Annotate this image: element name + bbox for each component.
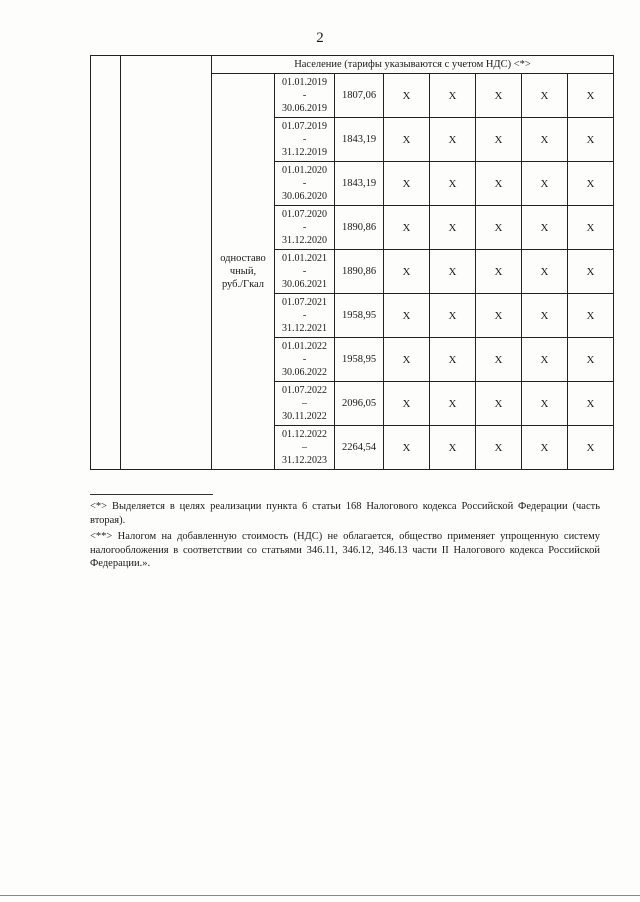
not-applicable-mark: X — [522, 338, 568, 382]
tariff-value: 2264,54 — [335, 426, 384, 470]
not-applicable-mark: X — [522, 250, 568, 294]
period-separator: – — [302, 398, 307, 409]
tariff-value: 1843,19 — [335, 118, 384, 162]
not-applicable-mark: X — [384, 206, 430, 250]
not-applicable-mark: X — [430, 426, 476, 470]
tariff-value: 2096,05 — [335, 382, 384, 426]
not-applicable-mark: X — [522, 74, 568, 118]
section-header: Население (тарифы указываются с учетом НДС) <*> — [212, 56, 614, 74]
period-separator: – — [302, 442, 307, 453]
not-applicable-mark: X — [430, 338, 476, 382]
period-cell — [275, 250, 335, 294]
not-applicable-mark: X — [568, 162, 614, 206]
not-applicable-mark: X — [384, 250, 430, 294]
not-applicable-mark: X — [476, 426, 522, 470]
period-start: 01.07.2021 — [282, 297, 327, 308]
period-cell — [275, 382, 335, 426]
period-start: 01.01.2022 — [282, 341, 327, 352]
unit-label-line: чный, — [229, 266, 257, 277]
period-start: 01.07.2019 — [282, 121, 327, 132]
tariff-value: 1843,19 — [335, 162, 384, 206]
not-applicable-mark: X — [476, 294, 522, 338]
page-bottom-edge — [0, 895, 640, 896]
period-cell — [275, 426, 335, 470]
not-applicable-mark: X — [522, 162, 568, 206]
period-start: 01.07.2022 — [282, 385, 327, 396]
unit-label — [212, 74, 275, 470]
period-separator: - — [302, 178, 307, 189]
period-end: 30.06.2020 — [282, 191, 327, 202]
tariff-table — [90, 55, 614, 470]
period-cell — [275, 294, 335, 338]
not-applicable-mark: X — [384, 382, 430, 426]
not-applicable-mark: X — [430, 162, 476, 206]
not-applicable-mark: X — [476, 250, 522, 294]
footnote-2: <**> Налогом на добавленную стоимость (НДС) не облагается, общество применяет упрощенную систему налогообложения в соответствии со статьями 346.11, 346.12, 346.13 части II Налогового кодекса Российской Федерации.». — [90, 531, 600, 569]
tariff-value: 1807,06 — [335, 74, 384, 118]
not-applicable-mark: X — [568, 118, 614, 162]
period-end: 31.12.2021 — [282, 323, 327, 334]
empty-column-2 — [121, 56, 212, 470]
period-separator: - — [302, 266, 307, 277]
not-applicable-mark: X — [384, 74, 430, 118]
not-applicable-mark: X — [430, 206, 476, 250]
period-start: 01.07.2020 — [282, 209, 327, 220]
tariff-value: 1890,86 — [335, 250, 384, 294]
period-end: 31.12.2023 — [282, 455, 327, 466]
period-end: 31.12.2020 — [282, 235, 327, 246]
not-applicable-mark: X — [568, 338, 614, 382]
period-cell — [275, 206, 335, 250]
tariff-value: 1890,86 — [335, 206, 384, 250]
period-cell — [275, 162, 335, 206]
page-number: 2 — [316, 30, 324, 46]
not-applicable-mark: X — [522, 426, 568, 470]
not-applicable-mark: X — [430, 74, 476, 118]
not-applicable-mark: X — [430, 250, 476, 294]
not-applicable-mark: X — [430, 118, 476, 162]
not-applicable-mark: X — [384, 338, 430, 382]
not-applicable-mark: X — [384, 294, 430, 338]
not-applicable-mark: X — [476, 382, 522, 426]
period-cell — [275, 338, 335, 382]
not-applicable-mark: X — [568, 206, 614, 250]
not-applicable-mark: X — [476, 74, 522, 118]
not-applicable-mark: X — [430, 294, 476, 338]
period-cell — [275, 118, 335, 162]
period-separator: - — [302, 354, 307, 365]
period-separator: - — [302, 90, 307, 101]
not-applicable-mark: X — [568, 382, 614, 426]
not-applicable-mark: X — [568, 74, 614, 118]
period-end: 30.06.2021 — [282, 279, 327, 290]
not-applicable-mark: X — [476, 206, 522, 250]
period-start: 01.01.2020 — [282, 165, 327, 176]
footnotes — [90, 500, 600, 574]
unit-label-line: одноставо — [220, 253, 266, 264]
not-applicable-mark: X — [476, 162, 522, 206]
period-start: 01.01.2021 — [282, 253, 327, 264]
not-applicable-mark: X — [568, 250, 614, 294]
not-applicable-mark: X — [568, 426, 614, 470]
not-applicable-mark: X — [522, 294, 568, 338]
not-applicable-mark: X — [430, 382, 476, 426]
tariff-value: 1958,95 — [335, 338, 384, 382]
not-applicable-mark: X — [384, 118, 430, 162]
period-separator: - — [302, 222, 307, 233]
not-applicable-mark: X — [522, 382, 568, 426]
not-applicable-mark: X — [568, 294, 614, 338]
not-applicable-mark: X — [522, 118, 568, 162]
period-separator: - — [302, 134, 307, 145]
unit-label-line: руб./Гкал — [221, 279, 265, 290]
not-applicable-mark: X — [476, 118, 522, 162]
not-applicable-mark: X — [522, 206, 568, 250]
footnote-1: <*> Выделяется в целях реализации пункта 6 статьи 168 Налогового кодекса Российской Федерации (часть вторая). — [90, 501, 600, 526]
footnote-divider — [90, 494, 213, 495]
period-separator: - — [302, 310, 307, 321]
tariff-value: 1958,95 — [335, 294, 384, 338]
period-end: 30.06.2022 — [282, 367, 327, 378]
period-end: 31.12.2019 — [282, 147, 327, 158]
period-end: 30.11.2022 — [282, 411, 327, 422]
period-start: 01.01.2019 — [282, 77, 327, 88]
period-start: 01.12.2022 — [282, 429, 327, 440]
section-header-row — [91, 56, 614, 74]
not-applicable-mark: X — [384, 426, 430, 470]
not-applicable-mark: X — [384, 162, 430, 206]
period-cell — [275, 74, 335, 118]
period-end: 30.06.2019 — [282, 103, 327, 114]
empty-column-1 — [91, 56, 121, 470]
not-applicable-mark: X — [476, 338, 522, 382]
